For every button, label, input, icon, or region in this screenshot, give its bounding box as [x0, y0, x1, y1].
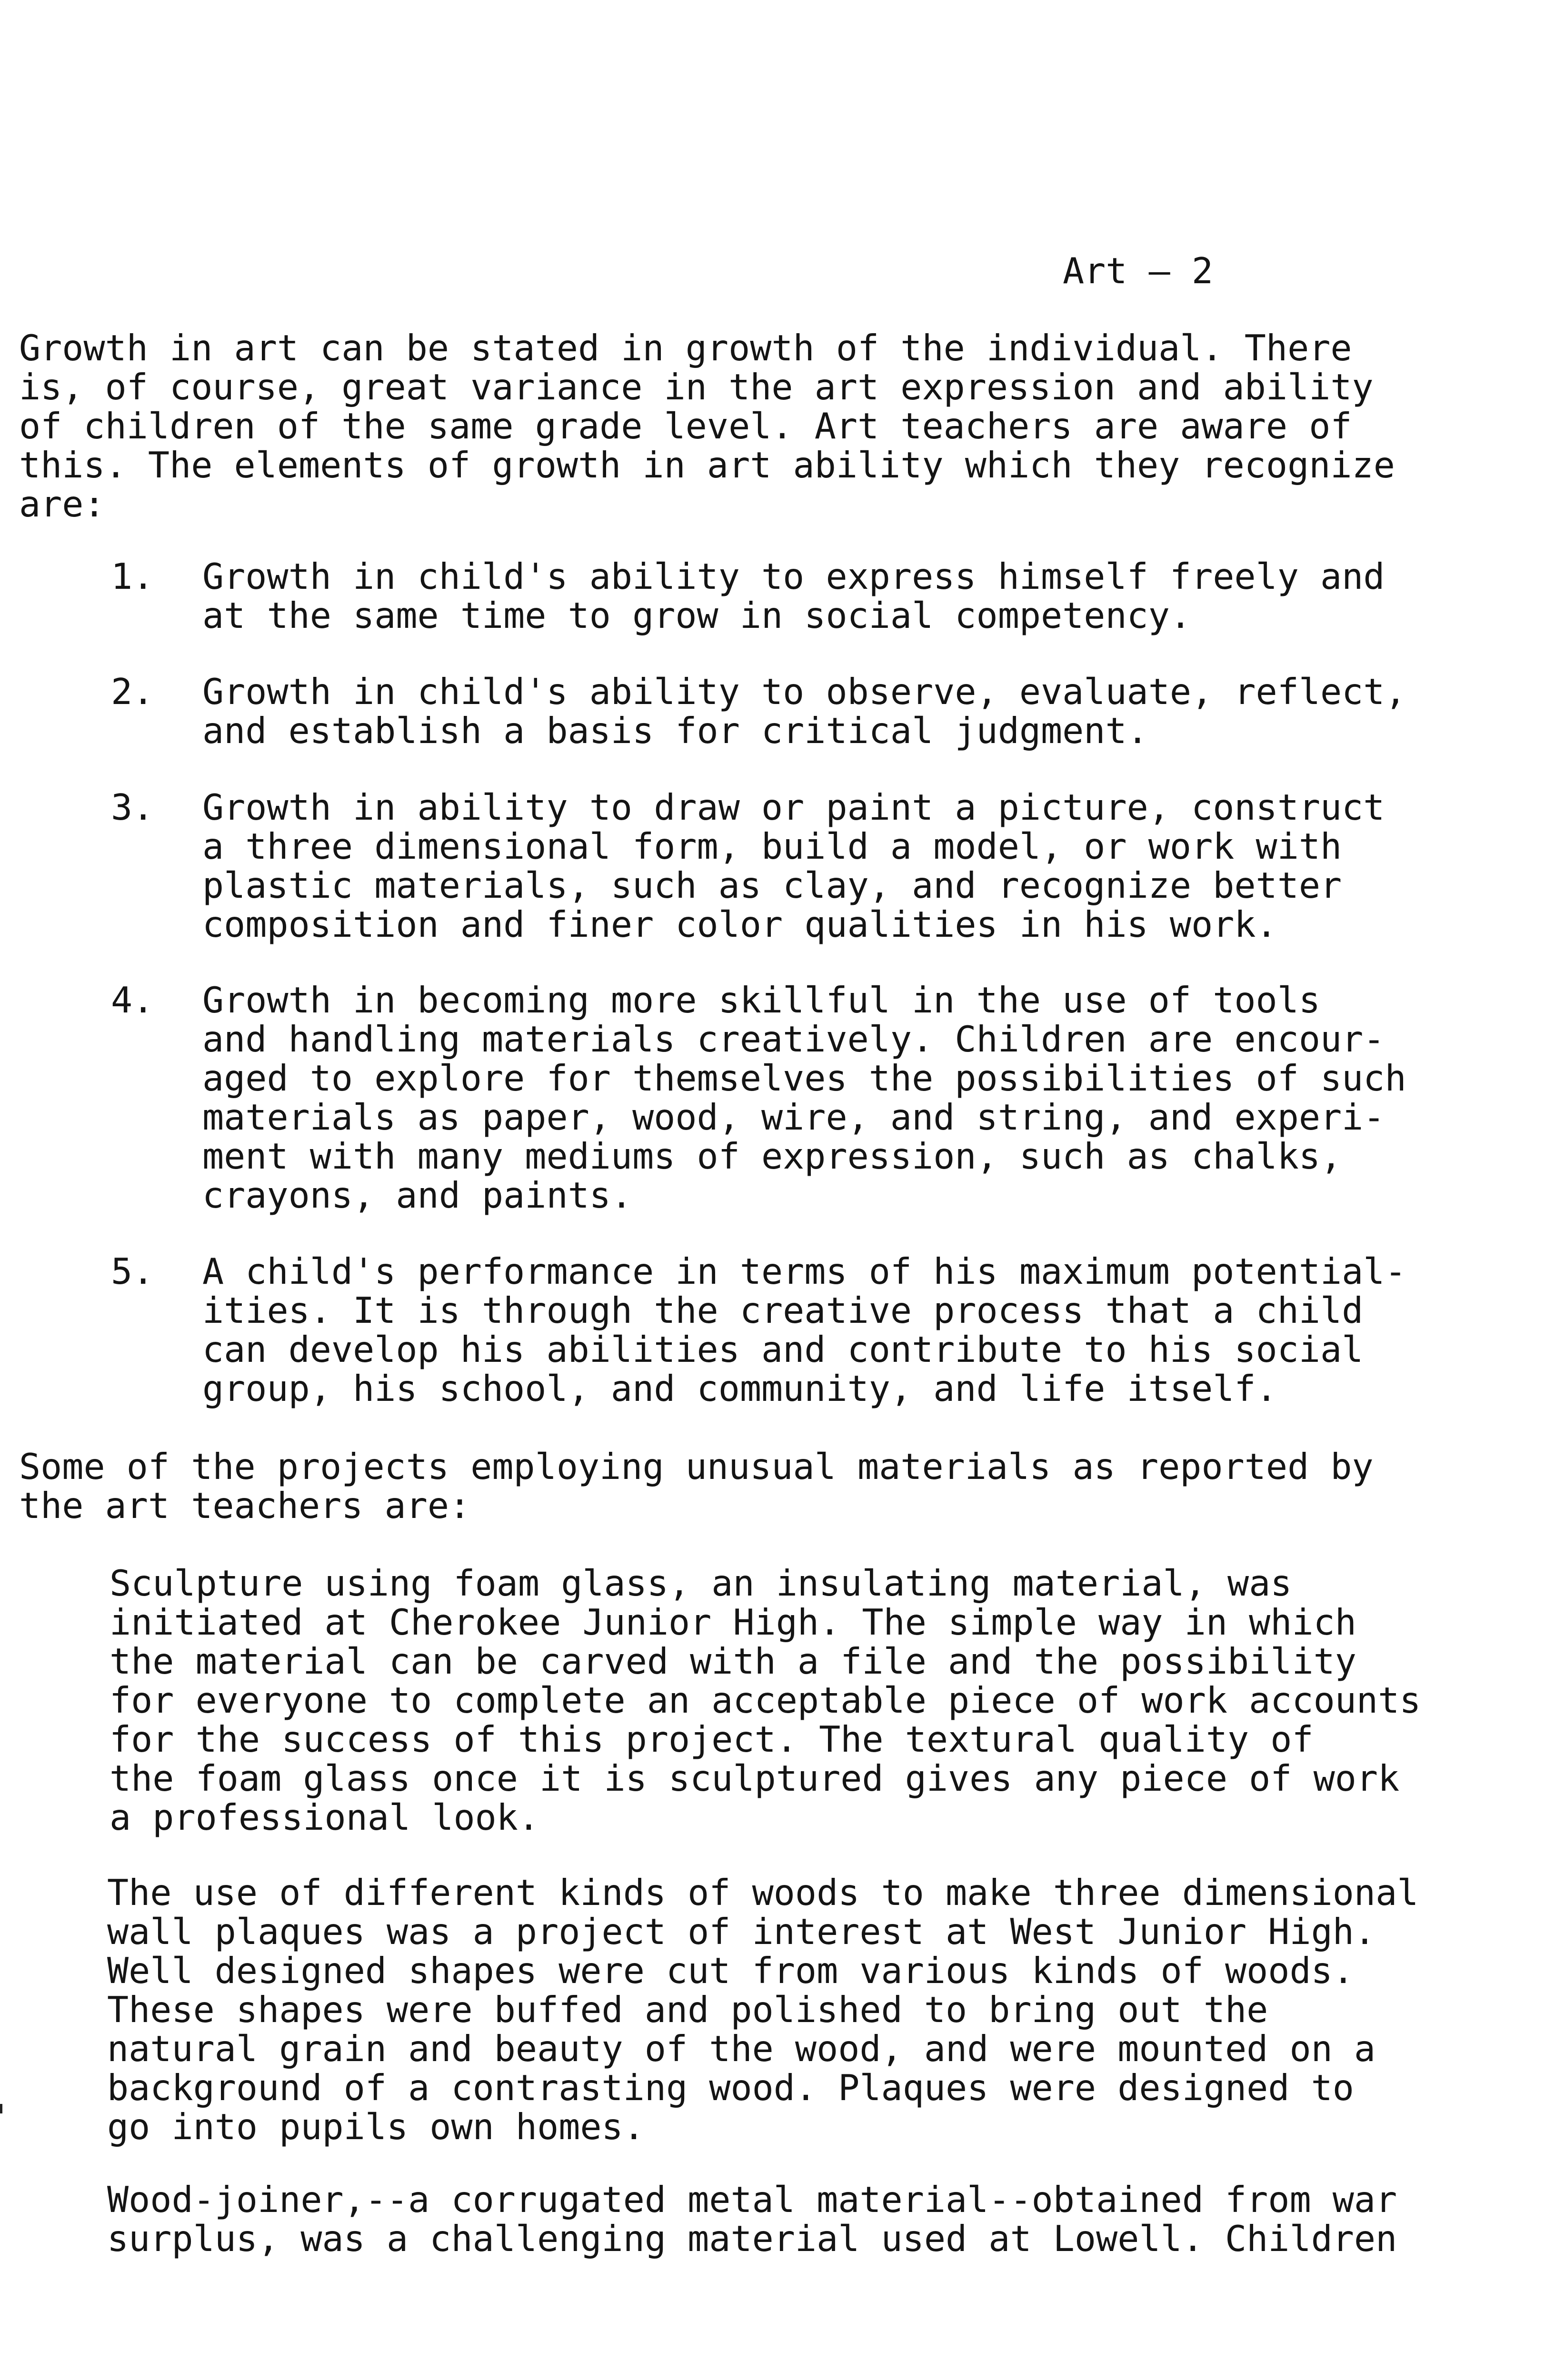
text-line: are: — [19, 483, 105, 525]
list-item-number: 4. — [111, 979, 154, 1021]
text-line: wall plaques was a project of interest at West Junior High. — [107, 1911, 1376, 1953]
text-line: the foam glass once it is sculptured gives any piece of work — [110, 1757, 1400, 1799]
text-line: The use of different kinds of woods to make three dimensional — [107, 1872, 1419, 1914]
page-header: Art — 2 — [1063, 250, 1214, 292]
text-line: surplus, was a challenging material used at Lowell. Children — [107, 2218, 1397, 2260]
text-line: the art teachers are: — [19, 1485, 471, 1527]
text-line: of children of the same grade level. Art teachers are aware of — [19, 405, 1352, 447]
text-line: a professional look. — [110, 1796, 540, 1838]
list-item-number: 3. — [111, 786, 154, 828]
list-item-number: 1. — [111, 555, 154, 597]
text-line: plastic materials, such as clay, and recognize better — [202, 864, 1342, 906]
text-line: Wood-joiner,--a corrugated metal material--obtained from war — [107, 2179, 1397, 2221]
text-line: and handling materials creatively. Children are encour- — [202, 1018, 1385, 1060]
list-item-number: 5. — [111, 1250, 154, 1292]
project-paragraph-wood-joiner — [107, 2180, 1397, 2258]
text-line: go into pupils own homes. — [107, 2106, 645, 2148]
text-line: is, of course, great variance in the art expression and ability — [19, 366, 1374, 408]
text-line: background of a contrasting wood. Plaques were designed to — [107, 2067, 1354, 2109]
list-item-text — [202, 1252, 1406, 1408]
text-line: composition and finer color qualities in his work. — [202, 903, 1277, 945]
text-line: for the success of this project. The textural quality of — [110, 1718, 1314, 1760]
text-line: the material can be carved with a file and the possibility — [110, 1640, 1356, 1682]
text-line: can develop his abilities and contribute to his social — [202, 1329, 1364, 1370]
text-line: a three dimensional form, build a model, or work with — [202, 825, 1342, 867]
intro-paragraph — [19, 328, 1395, 524]
list-item-text — [202, 672, 1406, 750]
text-line: ities. It is through the creative process that a child — [202, 1289, 1364, 1331]
text-line: Some of the projects employing unusual materials as reported by — [19, 1446, 1374, 1488]
text-line: A child's performance in terms of his maximum potential- — [202, 1250, 1406, 1292]
list-item-text — [202, 981, 1406, 1215]
text-line: Growth in becoming more skillful in the use of tools — [202, 979, 1320, 1021]
text-line: materials as paper, wood, wire, and string, and experi- — [202, 1096, 1385, 1138]
project-paragraph-foam-glass — [110, 1564, 1421, 1837]
text-line: crayons, and paints. — [202, 1174, 633, 1216]
projects-intro — [19, 1447, 1374, 1525]
list-item-number: 2. — [111, 671, 154, 713]
text-line: Well designed shapes were cut from various kinds of woods. — [107, 1950, 1354, 1992]
text-line: Growth in art can be stated in growth of the individual. There — [19, 327, 1352, 369]
text-line: this. The elements of growth in art ability which they recognize — [19, 444, 1395, 486]
text-line: group, his school, and community, and life itself. — [202, 1368, 1277, 1409]
text-line: at the same time to grow in social competency. — [202, 595, 1192, 636]
text-line: ment with many mediums of expression, such as chalks, — [202, 1135, 1342, 1177]
text-line: Growth in child's ability to observe, evaluate, reflect, — [202, 671, 1406, 713]
text-line: for everyone to complete an acceptable piece of work accounts — [110, 1679, 1421, 1721]
list-item-text — [202, 788, 1385, 944]
text-line: Growth in ability to draw or paint a picture, construct — [202, 786, 1385, 828]
list-item-text — [202, 557, 1385, 635]
text-line: These shapes were buffed and polished to bring out the — [107, 1989, 1268, 2031]
text-line: aged to explore for themselves the possibilities of such — [202, 1057, 1406, 1099]
text-line: Sculpture using foam glass, an insulating material, was — [110, 1562, 1292, 1604]
margin-mark — [0, 2104, 2, 2113]
text-line: and establish a basis for critical judgment. — [202, 710, 1148, 752]
text-line: initiated at Cherokee Junior High. The simple way in which — [110, 1601, 1356, 1643]
text-line: natural grain and beauty of the wood, and were mounted on a — [107, 2028, 1376, 2070]
project-paragraph-wood-plaques — [107, 1873, 1418, 2146]
text-line: Growth in child's ability to express himself freely and — [202, 555, 1385, 597]
